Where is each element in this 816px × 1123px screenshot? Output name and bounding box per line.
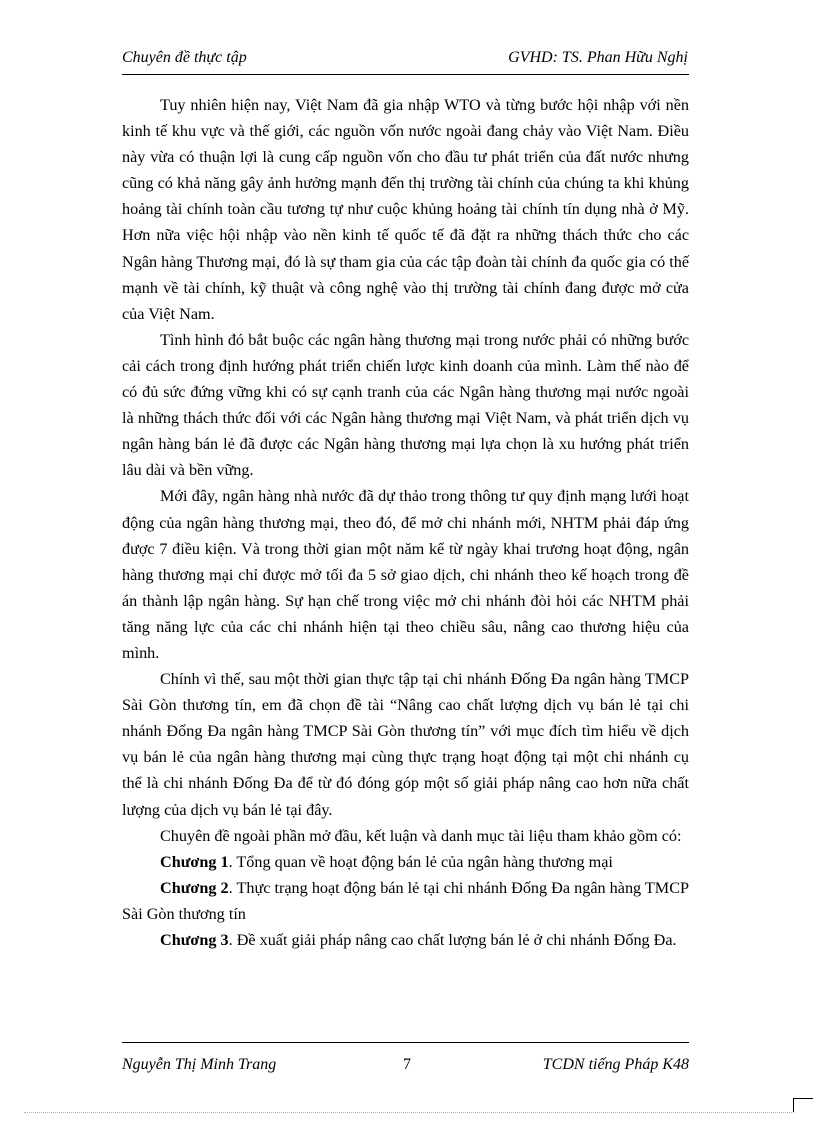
page-footer (122, 1053, 689, 1077)
page-bottom-edge (24, 1112, 794, 1113)
page-corner-mark (793, 1098, 813, 1099)
header-advisor: GVHD: TS. Phan Hữu Nghị (508, 49, 688, 66)
footer-divider (122, 1042, 689, 1043)
document-body (122, 92, 689, 953)
footer-class: TCDN tiếng Pháp K48 (542, 1056, 689, 1073)
chapter-label: Chương 1 (160, 852, 229, 871)
chapter-label: Chương 3 (160, 931, 229, 949)
page-number: 7 (403, 1056, 411, 1073)
paragraph: Chính vì thế, sau một thời gian thực tập tại chi nhánh Đống Đa ngân hàng TMCP Sài Gòn thương tín, em đã chọn đề tài “Nâng cao chất lượng dịch vụ bán lẻ tại chi nhánh Đống Đa ngân hàng TMCP Sài Gòn thương tín” với mục đích tìm hiểu về dịch vụ bán lẻ của ngân hàng thương mại cùng thực trạng hoạt động tại một chi nhánh cụ thể là chi nhánh Đống Đa để từ đó đóng góp một số giải pháp nâng cao hơn nữa chất lượng của dịch vụ bán lẻ tại đây. (122, 670, 689, 819)
page-corner-mark (793, 1098, 794, 1112)
chapter-title: . Thực trạng hoạt động bán lẻ tại chi nhánh Đống Đa ngân hàng TMCP Sài Gòn thương tín (122, 878, 689, 923)
footer-author: Nguyễn Thị Minh Trang (122, 1056, 277, 1073)
paragraph: Tuy nhiên hiện nay, Việt Nam đã gia nhập WTO và từng bước hội nhập với nền kinh tế khu vực và thế giới, các nguồn vốn nước ngoài đang chảy vào Việt Nam. Điều này vừa có thuận lợi là cung cấp nguồn vốn cho đầu tư phát triển của đất nước nhưng cũng có khả năng gây ảnh hưởng mạnh đến thị trường tài chính của chúng ta khi khủng hoảng tài chính toàn cầu tương tự như cuộc khủng hoảng tài chính tín dụng nhà ở Mỹ. Hơn nữa việc hội nhập vào nền kinh tế quốc tế đã đặt ra những thách thức cho các Ngân hàng Thương mại, đó là sự tham gia của các tập đoàn tài chính đa quốc gia có thế mạnh về tài chính, kỹ thuật và công nghệ vào thị trường tài chính đang được mở cửa của Việt Nam. (122, 96, 690, 323)
chapter-title: . Tổng quan về hoạt động bán lẻ của ngân hàng thương mại (228, 852, 613, 871)
header-title: Chuyên đề thực tập (122, 49, 247, 66)
chapter-label: Chương 2 (160, 878, 229, 897)
chapter-item (122, 875, 689, 927)
chapter-title: . Đề xuất giải pháp nâng cao chất lượng bán lẻ ở chi nhánh Đống Đa. (228, 931, 677, 949)
header-divider (122, 74, 689, 75)
paragraph: Chuyên đề ngoài phần mở đầu, kết luận và danh mục tài liệu tham khảo gồm có: (160, 826, 682, 845)
page-header (122, 46, 688, 70)
chapter-item (122, 927, 689, 953)
chapter-item (122, 849, 689, 875)
paragraph: Tình hình đó bắt buộc các ngân hàng thương mại trong nước phải có những bước cải cách trong định hướng phát triển chiến lược kinh doanh của mình. Làm thế nào để có đủ sức đứng vững khi có sự cạnh tranh của các Ngân hàng thương mại nước ngoài là những thách thức đối với các Ngân hàng thương mại Việt Nam, và phát triển dịch vụ ngân hàng bán lẻ đã được các Ngân hàng thương mại lựa chọn là xu hướng phát triển lâu dài và bền vững. (122, 330, 689, 480)
paragraph: Mới đây, ngân hàng nhà nước đã dự thảo trong thông tư quy định mạng lưới hoạt động của ngân hàng thương mại, theo đó, để mở chi nhánh mới, NHTM phải đáp ứng được 7 điều kiện. Và trong thời gian một năm kể từ ngày khai trương hoạt động, ngân hàng thương mại chỉ được mở tối đa 5 sở giao dịch, chi nhánh theo kế hoạch trong đề án thành lập ngân hàng. Sự hạn chế trong việc mở chi nhánh đòi hỏi các NHTM phải tăng năng lực của các chi nhánh hiện tại theo chiều sâu, nâng cao thương hiệu của mình. (122, 487, 689, 662)
